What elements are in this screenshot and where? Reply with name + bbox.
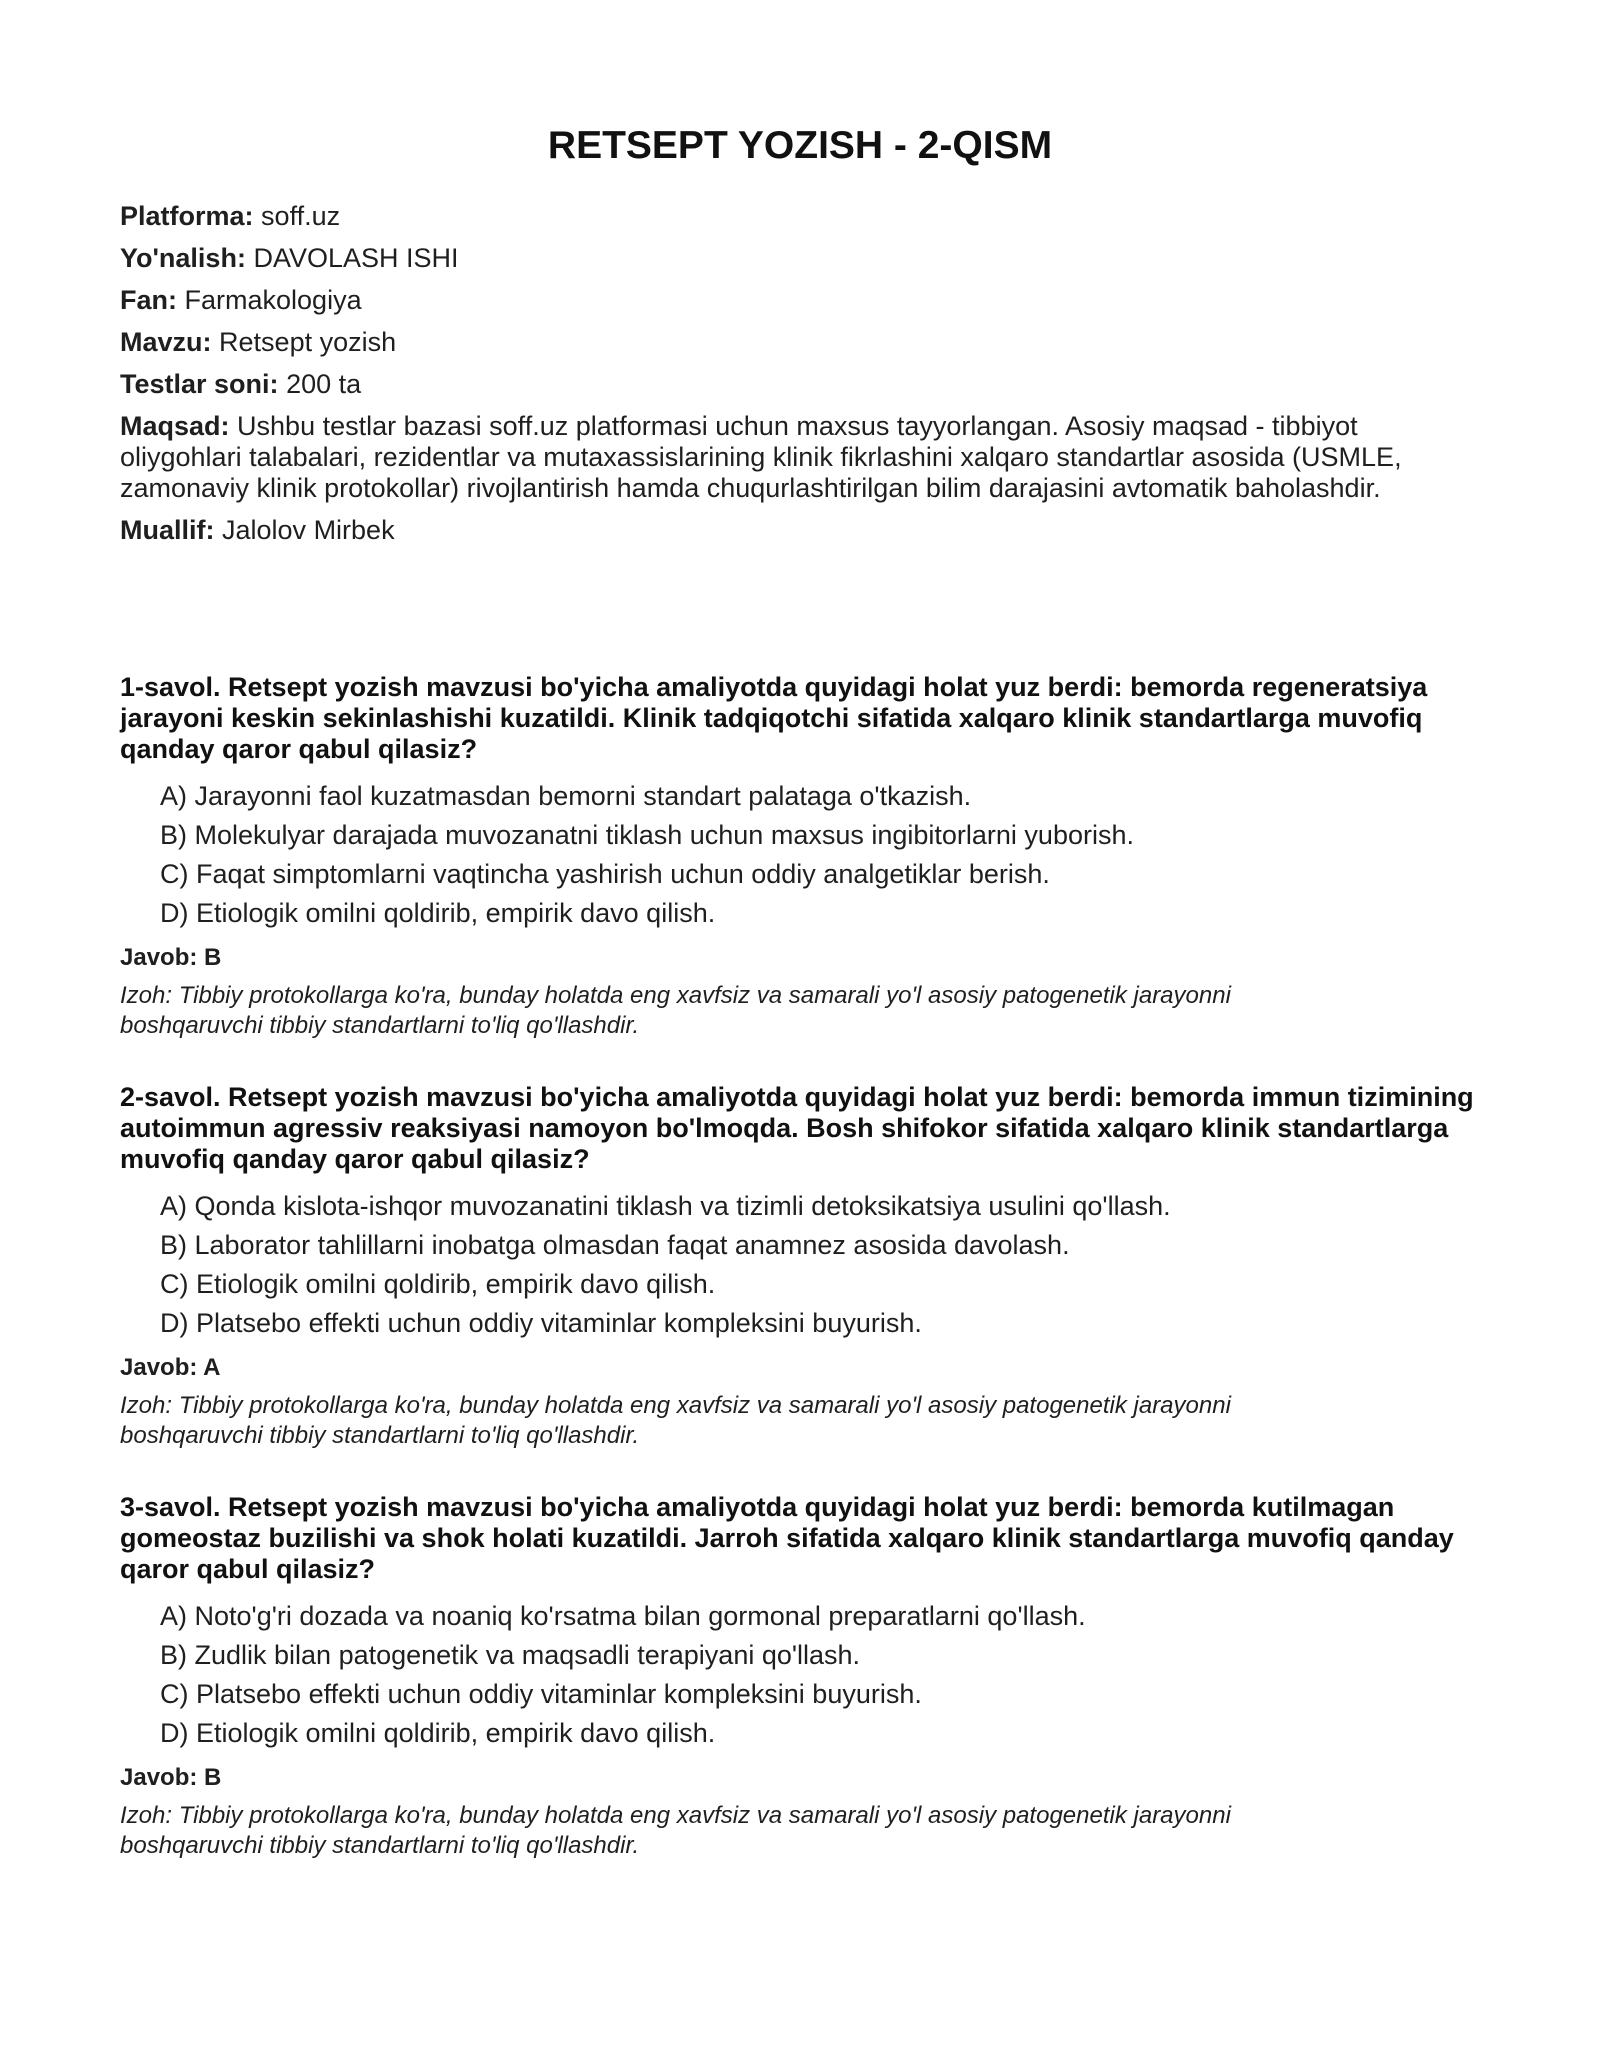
question-text: 1-savol. Retsept yozish mavzusi bo'yicha amaliyotda quyidagi holat yuz berdi: bemorda regeneratsiya jarayoni keskin sekinlashishi kuzatildi. Klinik tadqiqotchi sifatida xalqaro klinik standartlarga muvofiq qanday qaror qabul qilasiz? xyxy=(120,672,1428,764)
answer-option-a: A) Noto'g'ri dozada va noaniq ko'rsatma bilan gormonal preparatlarni qo'llash. xyxy=(160,1601,1086,1631)
question-text: 2-savol. Retsept yozish mavzusi bo'yicha amaliyotda quyidagi holat yuz berdi: bemorda immun tizimining autoimmun agressiv reaksiyasi namoyon bo'lmoqda. Bosh shifokor sifatida xalqaro klinik standartlarga muvofiq qanday qaror qabul qilasiz? xyxy=(120,1082,1474,1174)
correct-answer: Javob: B xyxy=(120,944,222,971)
answer-option-c: C) Etiologik omilni qoldirib, empirik davo qilish. xyxy=(160,1269,716,1299)
answer-option-c: C) Faqat simptomlarni vaqtincha yashirish uchun oddiy analgetiklar berish. xyxy=(160,859,1050,889)
meta-yonalish-value: DAVOLASH ISHI xyxy=(253,243,459,273)
meta-muallif-label: Muallif: xyxy=(120,515,215,545)
explanation: Izoh: Tibbiy protokollarga ko'ra, bunday holatda eng xavfsiz va samarali yo'l asosiy patogenetik jarayonni boshqaruvchi tibbiy standartlarni to'liq qo'llashdir. xyxy=(120,1392,1231,1449)
meta-maqsad-label: Maqsad: xyxy=(120,411,230,441)
meta-yonalish-label: Yo'nalish: xyxy=(120,243,246,273)
answer-option-a: A) Qonda kislota-ishqor muvozanatini tiklash va tizimli detoksikatsiya usulini qo'llash. xyxy=(160,1191,1171,1221)
meta-yonalish xyxy=(120,243,1480,274)
meta-fan-label: Fan: xyxy=(120,285,177,315)
meta-mavzu-label: Mavzu: xyxy=(120,327,212,357)
meta-testlar xyxy=(120,369,1480,400)
question-block-3 xyxy=(120,1492,1510,1861)
meta-platforma xyxy=(120,201,1480,232)
meta-maqsad xyxy=(120,411,1480,504)
answer-option-b: B) Molekulyar darajada muvozanatni tiklash uchun maxsus ingibitorlarni yuborish. xyxy=(160,820,1134,850)
question-block-2 xyxy=(120,1082,1510,1451)
explanation: Izoh: Tibbiy protokollarga ko'ra, bunday holatda eng xavfsiz va samarali yo'l asosiy patogenetik jarayonni boshqaruvchi tibbiy standartlarni to'liq qo'llashdir. xyxy=(120,982,1231,1039)
meta-maqsad-value: Ushbu testlar bazasi soff.uz platformasi uchun maxsus tayyorlangan. Asosiy maqsad - tibbiyot oliygohlari talabalari, rezidentlar va mutaxassislarining klinik fikrlashini xalqaro standartlar asosida (USMLE, zamonaviy klinik protokollar) rivojlantirish hamda chuqurlashtirilgan bilim darajasini avtomatik baholashdir. xyxy=(120,411,1402,503)
document-meta xyxy=(120,201,1480,557)
answer-option-d: D) Etiologik omilni qoldirib, empirik davo qilish. xyxy=(160,898,716,928)
explanation: Izoh: Tibbiy protokollarga ko'ra, bunday holatda eng xavfsiz va samarali yo'l asosiy patogenetik jarayonni boshqaruvchi tibbiy standartlarni to'liq qo'llashdir. xyxy=(120,1802,1231,1859)
meta-testlar-value: 200 ta xyxy=(286,369,362,399)
meta-fan-value: Farmakologiya xyxy=(184,285,362,315)
correct-answer: Javob: B xyxy=(120,1764,222,1791)
meta-muallif-value: Jalolov Mirbek xyxy=(222,515,395,545)
answer-option-b: B) Laborator tahlillarni inobatga olmasdan faqat anamnez asosida davolash. xyxy=(160,1230,1070,1260)
meta-mavzu-value: Retsept yozish xyxy=(219,327,397,357)
document-title: RETSEPT YOZISH - 2-QISM xyxy=(547,124,1053,167)
correct-answer: Javob: A xyxy=(120,1354,221,1381)
question-text: 3-savol. Retsept yozish mavzusi bo'yicha amaliyotda quyidagi holat yuz berdi: bemorda kutilmagan gomeostaz buzilishi va shok holati kuzatildi. Jarroh sifatida xalqaro klinik standartlarga muvofiq qanday qaror qabul qilasiz? xyxy=(120,1492,1454,1584)
answer-option-a: A) Jarayonni faol kuzatmasdan bemorni standart palataga o'tkazish. xyxy=(160,781,972,811)
meta-platforma-label: Platforma: xyxy=(120,201,254,231)
meta-fan xyxy=(120,285,1480,316)
answer-option-c: C) Platsebo effekti uchun oddiy vitaminlar kompleksini buyurish. xyxy=(160,1679,922,1709)
meta-testlar-label: Testlar soni: xyxy=(120,369,279,399)
meta-platforma-value: soff.uz xyxy=(261,201,341,231)
meta-mavzu xyxy=(120,327,1480,358)
answer-option-d: D) Etiologik omilni qoldirib, empirik davo qilish. xyxy=(160,1718,716,1748)
question-block-1 xyxy=(120,672,1510,1041)
meta-muallif xyxy=(120,515,1480,546)
answer-option-d: D) Platsebo effekti uchun oddiy vitaminlar kompleksini buyurish. xyxy=(160,1308,922,1338)
answer-option-b: B) Zudlik bilan patogenetik va maqsadli terapiyani qo'llash. xyxy=(160,1640,861,1670)
